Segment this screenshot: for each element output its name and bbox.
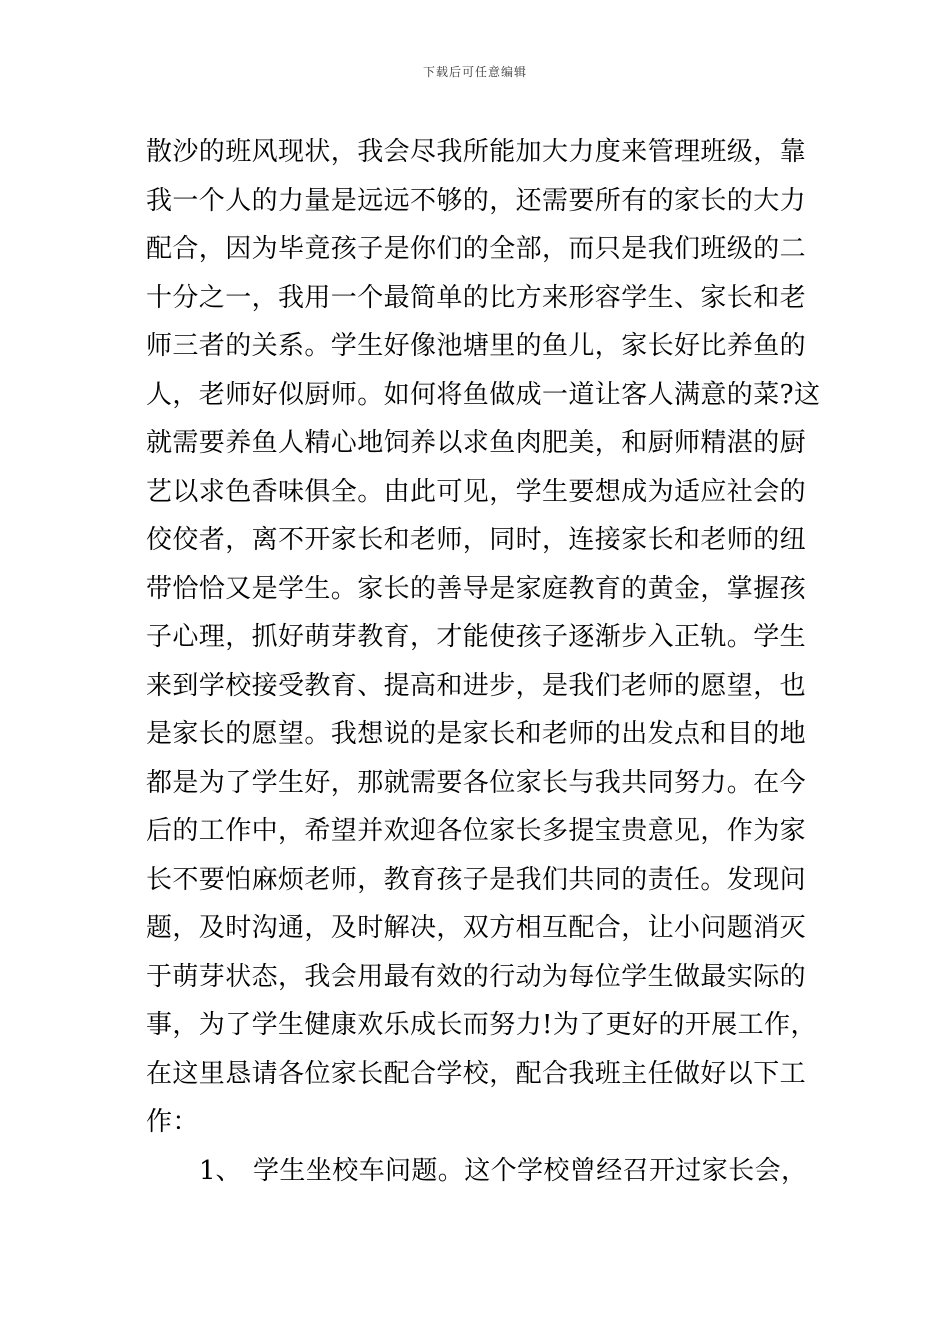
paragraph-line: 题，及时沟通，及时解决，双方相互配合，让小问题消灭 <box>146 913 807 943</box>
paragraph-line: 师三者的关系。学生好像池塘里的鱼儿，家长好比养鱼的 <box>146 331 807 361</box>
paragraph-line: 是家长的愿望。我想说的是家长和老师的出发点和目的地 <box>146 719 807 749</box>
paragraph-line: 就需要养鱼人精心地饲养以求鱼肉肥美，和厨师精湛的厨 <box>146 428 807 458</box>
paragraph-line: 来到学校接受教育、提高和进步，是我们老师的愿望，也 <box>146 670 807 701</box>
paragraph-line: 带恰恰又是学生。家长的善导是家庭教育的黄金，掌握孩 <box>146 573 807 604</box>
paragraph-line: 我一个人的力量是远远不够的，还需要所有的家长的大力 <box>146 185 807 216</box>
paragraph-line: 事，为了学生健康欢乐成长而努力!为了更好的开展工作， <box>146 1010 817 1040</box>
paragraph-line: 佼佼者，离不开家长和老师，同时，连接家长和老师的纽 <box>146 525 807 555</box>
list-item-number: 1、 <box>199 1155 242 1186</box>
list-item <box>146 1147 816 1196</box>
paragraph-line: 于萌芽状态，我会用最有效的行动为每位学生做最实际的 <box>146 961 807 992</box>
paragraph-line: 人，老师好似厨师。如何将鱼做成一道让客人满意的菜?这 <box>146 379 821 410</box>
page-header: 下载后可任意编辑 <box>422 65 527 79</box>
paragraph-line: 都是为了学生好，那就需要各位家长与我共同努力。在今 <box>146 767 807 798</box>
paragraph-line: 艺以求色香味俱全。由此可见，学生要想成为适应社会的 <box>146 476 807 507</box>
document-body <box>146 128 821 1195</box>
paragraph-line: 子心理，抓好萌芽教育，才能使孩子逐渐步入正轨。学生 <box>146 622 807 652</box>
paragraph-line: 配合，因为毕竟孩子是你们的全部，而只是我们班级的二 <box>146 234 807 264</box>
paragraph-line: 长不要怕麻烦老师，教育孩子是我们共同的责任。发现问 <box>146 864 807 895</box>
paragraph-line: 十分之一，我用一个最简单的比方来形容学生、家长和老 <box>146 282 807 313</box>
paragraph-line: 散沙的班风现状，我会尽我所能加大力度来管理班级，靠 <box>146 137 807 167</box>
list-item-text: 学生坐校车问题。这个学校曾经召开过家长会， <box>253 1155 808 1186</box>
paragraph-line: 在这里恳请各位家长配合学校，配合我班主任做好以下工 <box>146 1058 807 1089</box>
paragraph-line: 作： <box>146 1107 199 1137</box>
paragraph-line: 后的工作中，希望并欢迎各位家长多提宝贵意见，作为家 <box>146 816 807 846</box>
